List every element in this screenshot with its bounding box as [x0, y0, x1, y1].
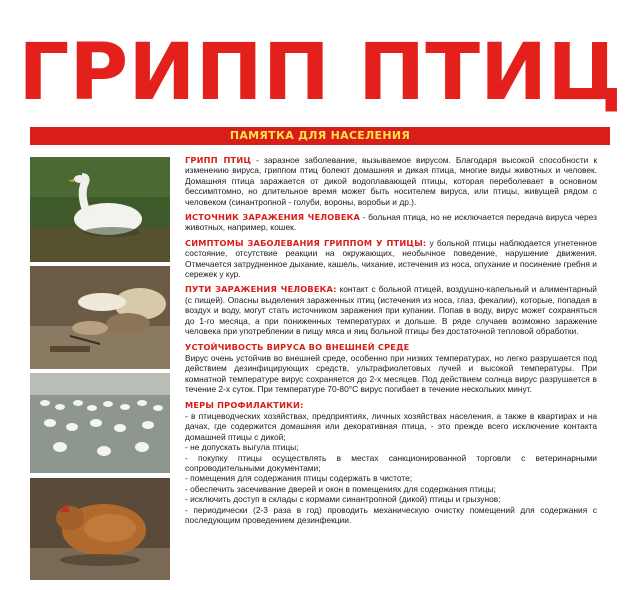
list-item: - покупку птицы осуществлять в местах санкционированной торговли с ветеринарными сопроводительными документами; — [185, 452, 597, 473]
source-paragraph — [185, 212, 597, 233]
list-item: - в птицеводческих хозяйствах, предприятиях, личных хозяйствах населения, а также в квартирах и на дачах, где содержится домашняя или декоративная птица, - это прежде всего исключение контакта домашней птицы с дикой; — [185, 410, 597, 442]
source-term: ИСТОЧНИК ЗАРАЖЕНИЯ ЧЕЛОВЕКА — [185, 212, 361, 223]
routes-term: ПУТИ ЗАРАЖЕНИЯ ЧЕЛОВЕКА: — [185, 284, 337, 295]
intro-text: - заразное заболевание, вызываемое вирусом. Благодаря высокой способности к изменению вируса, гриппом птиц болеют домашняя и дикая птица, многие виды животных и человек. Домашняя птица заражается от дикой водоплавающей птицы, которая переболевает в основном бессимптомно, но длительное время может быть носителем вируса, или птицы, живущей рядом с человеком (синантропной - голуби, вороны, воробьи и др.). — [185, 155, 597, 207]
list-item: - помещения для содержания птицы содержать в чистоте; — [185, 473, 413, 484]
routes-paragraph — [185, 284, 597, 336]
symptoms-paragraph — [185, 238, 597, 280]
resistance-paragraph — [185, 342, 597, 395]
symptoms-text: у больной птицы наблюдается угнетенное состояние, отсутствие реакции на окружающих, необычное поведение, нарушение движения. Отмечается затрудненное дыхание, кашель, чихание, истечения из носа, опухание и посинение гребня и сережек у кур. — [185, 237, 597, 280]
intro-paragraph — [185, 155, 597, 207]
list-item: - обеспечить засечивание дверей и окон в помещениях для содержания птицы; — [185, 483, 496, 494]
list-item: - периодически (2-3 раза в год) проводить механическую очистку помещений для содержания с последующим проведением дезинфекции. — [185, 504, 597, 525]
page-title: ГРИПП ПТИЦ — [18, 28, 622, 118]
list-item: - исключить доступ в склады с кормами синантропной (дикой) птицы и грызунов; — [185, 494, 501, 505]
leaflet-text — [185, 155, 597, 530]
photo-sick-hen — [30, 478, 170, 580]
list-item: - не допускать выгула птицы; — [185, 442, 299, 453]
routes-text: контакт с больной птицей, воздушно-капельный и алиментарный (с пищей). Опасны выделения зараженных птиц (истечения из носа, глаз, фекалии), которые, попадая в воздух и воду, могут стать источником заражения при купании. Попав в воду, вирус может сохраняться до 1-го месяца, а при пониженных температурах и дольше. В ряде случаев возможно заражение человека при употреблении в пищу мяса и яиц больной птицы без достаточной тепловой обработки. — [185, 284, 597, 337]
subtitle-banner: ПАМЯТКА ДЛЯ НАСЕЛЕНИЯ — [30, 127, 610, 145]
photo-dead-birds — [30, 266, 170, 369]
photo-white-goose — [30, 157, 170, 262]
prevention-paragraph — [185, 400, 597, 526]
photo-poultry-farm — [30, 373, 170, 473]
resistance-text: Вирус очень устойчив во внешней среде, особенно при низких температурах, но легко разрушается под действием дезинфицирующих средств, ультрафиолетовых лучей и высокой температуры. При комнатной температуре вирус сохраняется до 2-х месяцев. Под действием солнца вирус разрушается в течение 2-х суток. При температуре 70-80°С вирус погибает в течение нескольких минут. — [185, 352, 597, 395]
symptoms-term: СИМПТОМЫ ЗАБОЛЕВАНИЯ ГРИППОМ У ПТИЦЫ: — [185, 237, 427, 248]
resistance-heading: УСТОЙЧИВОСТЬ ВИРУСА ВО ВНЕШНЕЙ СРЕДЕ — [185, 341, 410, 352]
prevention-heading: МЕРЫ ПРОФИЛАКТИКИ: — [185, 399, 304, 410]
source-text: - больная птица, но не исключается передача вируса через животных, например, кошек. — [185, 212, 597, 233]
intro-term: ГРИПП ПТИЦ — [185, 155, 252, 165]
